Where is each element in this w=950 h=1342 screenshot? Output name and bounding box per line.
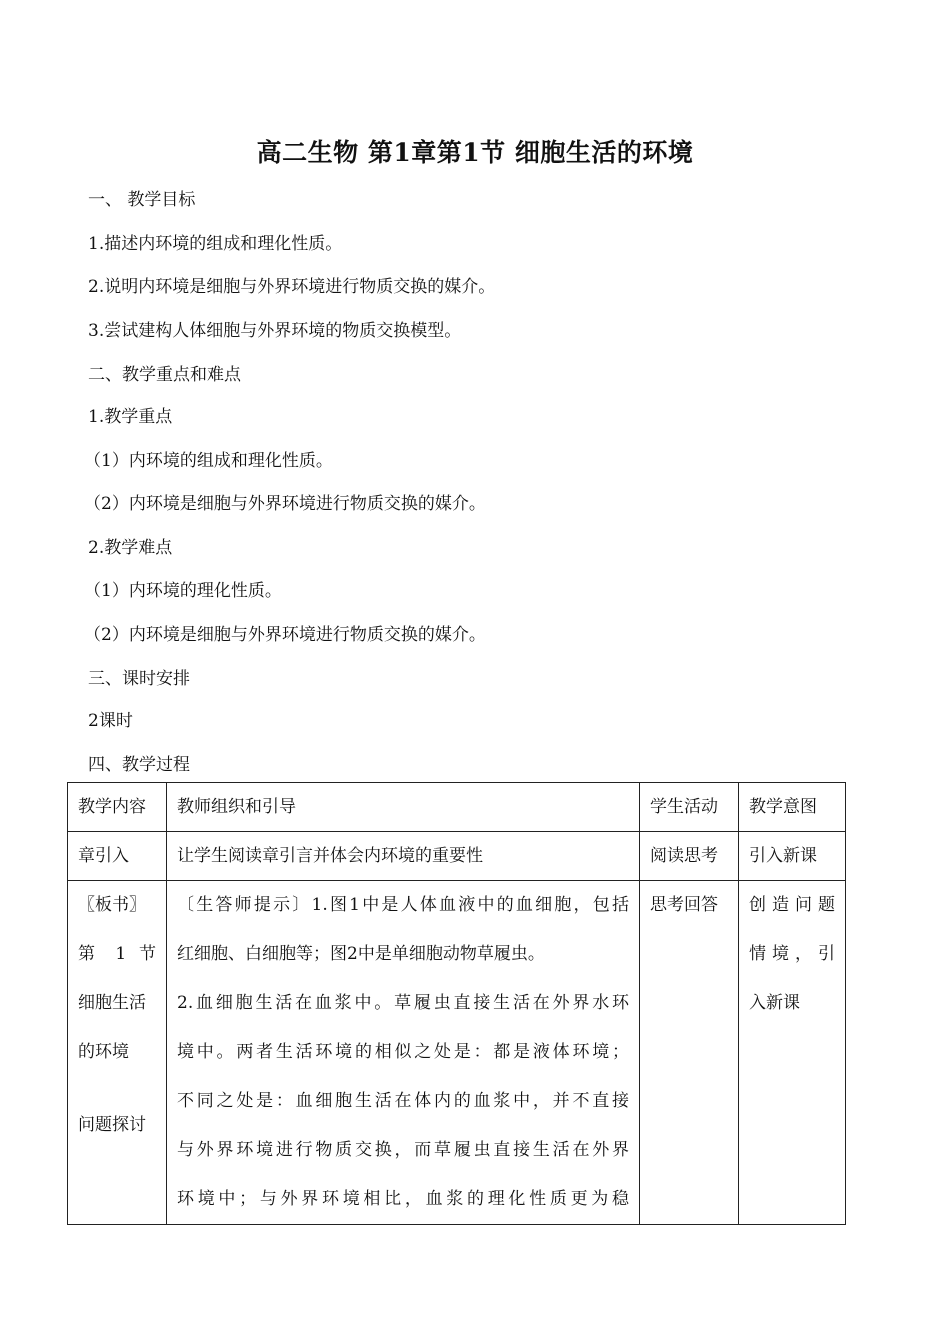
- intent-cell: [739, 881, 846, 1225]
- table-header-row: [68, 783, 846, 832]
- section-heading-objectives: 一、 教学目标: [88, 190, 196, 210]
- table-row: [68, 832, 846, 881]
- teacher-line: 红细胞、白细胞等；图2中是单细胞动物草履虫。: [177, 944, 545, 964]
- schedule-value: 2课时: [88, 711, 133, 731]
- page-title: 高二生物 第1章第1节 细胞生活的环境: [256, 138, 694, 167]
- content-line: 第 1 节: [78, 944, 156, 964]
- section-heading-process: 四、教学过程: [88, 755, 190, 775]
- teacher-line: 与外界环境进行物质交换，而草履虫直接生活在外界: [177, 1140, 629, 1160]
- intent-line: 入新课: [749, 993, 800, 1013]
- header-cell: 教学意图: [739, 783, 846, 832]
- objective-item: 1.描述内环境的组成和理化性质。: [88, 234, 343, 254]
- key-item: （1）内环境的组成和理化性质。: [84, 451, 333, 471]
- difficult-item: （1）内环境的理化性质。: [84, 581, 282, 601]
- content-line: 细胞生活: [78, 993, 146, 1013]
- intent-line: 情境，引: [749, 944, 835, 964]
- key-item: （2）内环境是细胞与外界环境进行物质交换的媒介。: [84, 494, 486, 514]
- teaching-process-table: [67, 782, 846, 1225]
- table-cell: 章引入: [68, 832, 167, 881]
- teacher-line: 境中。两者生活环境的相似之处是：都是液体环境；: [177, 1042, 629, 1062]
- header-cell: 教学内容: [68, 783, 167, 832]
- content-line: 的环境: [78, 1042, 129, 1062]
- content-line: 〖板书〗: [78, 895, 146, 915]
- header-cell: 教师组织和引导: [167, 783, 640, 832]
- student-cell: 思考回答: [640, 881, 739, 1225]
- teacher-line: 不同之处是：血细胞生活在体内的血浆中，并不直接: [177, 1091, 629, 1111]
- content-line: 问题探讨: [78, 1115, 146, 1135]
- header-cell: 学生活动: [640, 783, 739, 832]
- intent-line: 创造问题: [749, 895, 835, 915]
- table-row: [68, 881, 846, 1225]
- table-cell: 引入新课: [739, 832, 846, 881]
- objective-item: 3.尝试建构人体细胞与外界环境的物质交换模型。: [88, 321, 462, 341]
- content-cell: [68, 881, 167, 1225]
- section-heading-key-points: 二、教学重点和难点: [88, 365, 241, 385]
- teacher-line: 〔生答师提示〕1.图1中是人体血液中的血细胞，包括: [177, 895, 629, 915]
- section-heading-schedule: 三、课时安排: [88, 669, 190, 689]
- table-cell: 阅读思考: [640, 832, 739, 881]
- difficult-item: （2）内环境是细胞与外界环境进行物质交换的媒介。: [84, 625, 486, 645]
- teacher-cell: [167, 881, 640, 1225]
- teacher-line: 环境中；与外界环境相比，血浆的理化性质更为稳: [177, 1189, 629, 1209]
- teacher-line: 2.血细胞生活在血浆中。草履虫直接生活在外界水环: [177, 993, 629, 1013]
- subheading-difficult: 2.教学难点: [88, 538, 173, 558]
- table-cell: 让学生阅读章引言并体会内环境的重要性: [167, 832, 640, 881]
- subheading-key: 1.教学重点: [88, 407, 173, 427]
- objective-item: 2.说明内环境是细胞与外界环境进行物质交换的媒介。: [88, 277, 496, 297]
